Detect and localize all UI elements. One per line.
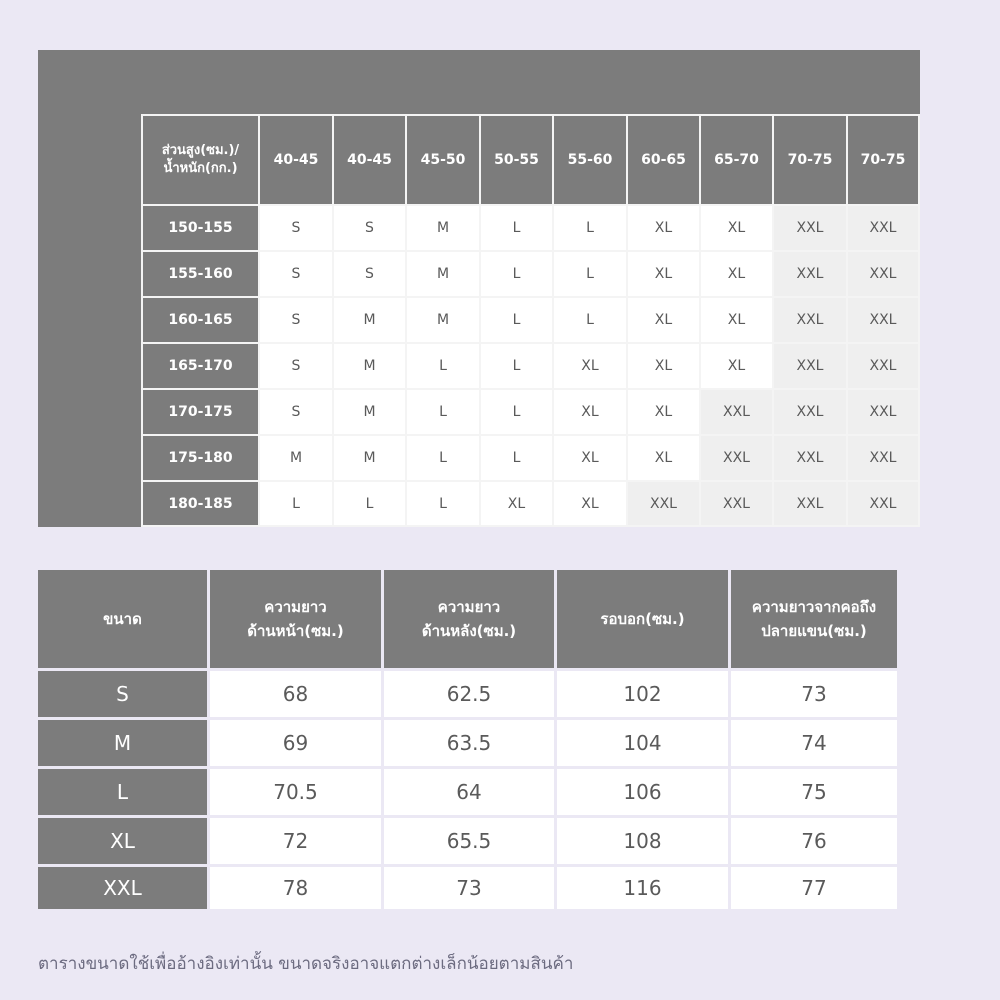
weight-range-header: 40-45	[260, 116, 332, 204]
size-cell: S	[334, 206, 405, 250]
weight-range-header: 40-45	[334, 116, 405, 204]
size-cell: M	[407, 298, 479, 342]
size-cell: L	[407, 344, 479, 388]
height-range-header: 165-170	[143, 344, 258, 388]
height-range-header: 170-175	[143, 390, 258, 434]
measurement-value: 77	[731, 867, 897, 909]
size-cell: XXL	[701, 436, 772, 480]
size-cell: XL	[628, 436, 699, 480]
size-cell: L	[554, 298, 626, 342]
measurement-value: 65.5	[384, 818, 554, 864]
measurement-value: 68	[210, 671, 381, 717]
height-range-header: 180-185	[143, 482, 258, 525]
size-cell: L	[481, 252, 552, 296]
size-cell: XXL	[701, 390, 772, 434]
size-label: XXL	[38, 867, 207, 909]
size-cell: M	[334, 298, 405, 342]
size-cell: S	[260, 206, 332, 250]
weight-range-header: 55-60	[554, 116, 626, 204]
size-cell: XL	[701, 344, 772, 388]
measurement-value: 64	[384, 769, 554, 815]
size-cell: XXL	[774, 252, 846, 296]
size-cell: L	[481, 206, 552, 250]
size-cell: S	[334, 252, 405, 296]
size-cell: L	[407, 436, 479, 480]
size-cell: M	[407, 252, 479, 296]
measurement-value: 104	[557, 720, 728, 766]
size-cell: XXL	[848, 482, 918, 525]
size-cell: M	[407, 206, 479, 250]
measurement-column-header: ความยาว ด้านหลัง(ซม.)	[384, 570, 554, 668]
measurement-column-header: ความยาวจากคอถึง ปลายแขน(ซม.)	[731, 570, 897, 668]
size-cell: XL	[628, 298, 699, 342]
measurement-value: 102	[557, 671, 728, 717]
size-cell: XXL	[701, 482, 772, 525]
weight-range-header: 60-65	[628, 116, 699, 204]
size-cell: XL	[554, 390, 626, 434]
size-cell: XXL	[848, 390, 918, 434]
measurement-value: 116	[557, 867, 728, 909]
size-label: M	[38, 720, 207, 766]
height-range-header: 155-160	[143, 252, 258, 296]
size-label: XL	[38, 818, 207, 864]
size-cell: L	[407, 482, 479, 525]
size-cell: L	[481, 298, 552, 342]
size-cell: XL	[554, 436, 626, 480]
measurement-column-header: ขนาด	[38, 570, 207, 668]
size-cell: XXL	[848, 206, 918, 250]
size-cell: M	[334, 344, 405, 388]
weight-range-header: 70-75	[848, 116, 918, 204]
weight-range-header: 70-75	[774, 116, 846, 204]
size-cell: XXL	[628, 482, 699, 525]
weight-range-header: 65-70	[701, 116, 772, 204]
measurement-value: 62.5	[384, 671, 554, 717]
size-cell: S	[260, 344, 332, 388]
size-cell: L	[260, 482, 332, 525]
size-cell: XXL	[774, 390, 846, 434]
size-cell: XL	[554, 344, 626, 388]
height-range-header: 175-180	[143, 436, 258, 480]
height-range-header: 150-155	[143, 206, 258, 250]
size-cell: XXL	[774, 482, 846, 525]
size-cell: L	[554, 252, 626, 296]
size-cell: XL	[628, 344, 699, 388]
measurement-value: 69	[210, 720, 381, 766]
size-cell: S	[260, 252, 332, 296]
height-range-header: 160-165	[143, 298, 258, 342]
size-cell: L	[334, 482, 405, 525]
size-cell: XXL	[774, 344, 846, 388]
size-cell: L	[481, 344, 552, 388]
measurement-value: 106	[557, 769, 728, 815]
size-cell: XL	[701, 206, 772, 250]
size-cell: XL	[628, 206, 699, 250]
size-chart-side-bar	[38, 114, 141, 527]
measurement-value: 76	[731, 818, 897, 864]
size-cell: XXL	[848, 344, 918, 388]
size-cell: L	[554, 206, 626, 250]
size-cell: S	[260, 390, 332, 434]
measurement-column-header: รอบอก(ซม.)	[557, 570, 728, 668]
size-recommendation-chart	[38, 50, 920, 527]
measurement-value: 73	[384, 867, 554, 909]
size-cell: XXL	[848, 436, 918, 480]
size-chart-corner-label: ส่วนสูง(ซม.)/ น้ำหนัก(กก.)	[143, 116, 258, 204]
measurement-value: 72	[210, 818, 381, 864]
measurement-column-header: ความยาว ด้านหน้า(ซม.)	[210, 570, 381, 668]
measurement-value: 70.5	[210, 769, 381, 815]
size-cell: M	[334, 390, 405, 434]
size-cell: XL	[554, 482, 626, 525]
measurement-value: 75	[731, 769, 897, 815]
size-cell: XXL	[774, 298, 846, 342]
measurement-value: 63.5	[384, 720, 554, 766]
size-label: L	[38, 769, 207, 815]
size-cell: XL	[701, 298, 772, 342]
size-chart-header-bar	[38, 50, 920, 114]
weight-range-header: 45-50	[407, 116, 479, 204]
footer-note: ตารางขนาดใช้เพื่ออ้างอิงเท่านั้น ขนาดจริงอาจแตกต่างเล็กน้อยตามสินค้า	[38, 954, 574, 974]
size-cell: XXL	[848, 252, 918, 296]
size-label: S	[38, 671, 207, 717]
size-cell: XL	[481, 482, 552, 525]
size-cell: XL	[701, 252, 772, 296]
size-cell: S	[260, 298, 332, 342]
size-cell: XL	[628, 390, 699, 434]
size-cell: XL	[628, 252, 699, 296]
size-cell: L	[407, 390, 479, 434]
measurement-value: 78	[210, 867, 381, 909]
measurement-table	[38, 570, 900, 912]
size-cell: L	[481, 436, 552, 480]
size-cell: M	[260, 436, 332, 480]
size-cell: L	[481, 390, 552, 434]
measurement-value: 74	[731, 720, 897, 766]
size-cell: XXL	[774, 436, 846, 480]
measurement-value: 73	[731, 671, 897, 717]
size-cell: M	[334, 436, 405, 480]
weight-range-header: 50-55	[481, 116, 552, 204]
size-cell: XXL	[774, 206, 846, 250]
measurement-value: 108	[557, 818, 728, 864]
size-cell: XXL	[848, 298, 918, 342]
